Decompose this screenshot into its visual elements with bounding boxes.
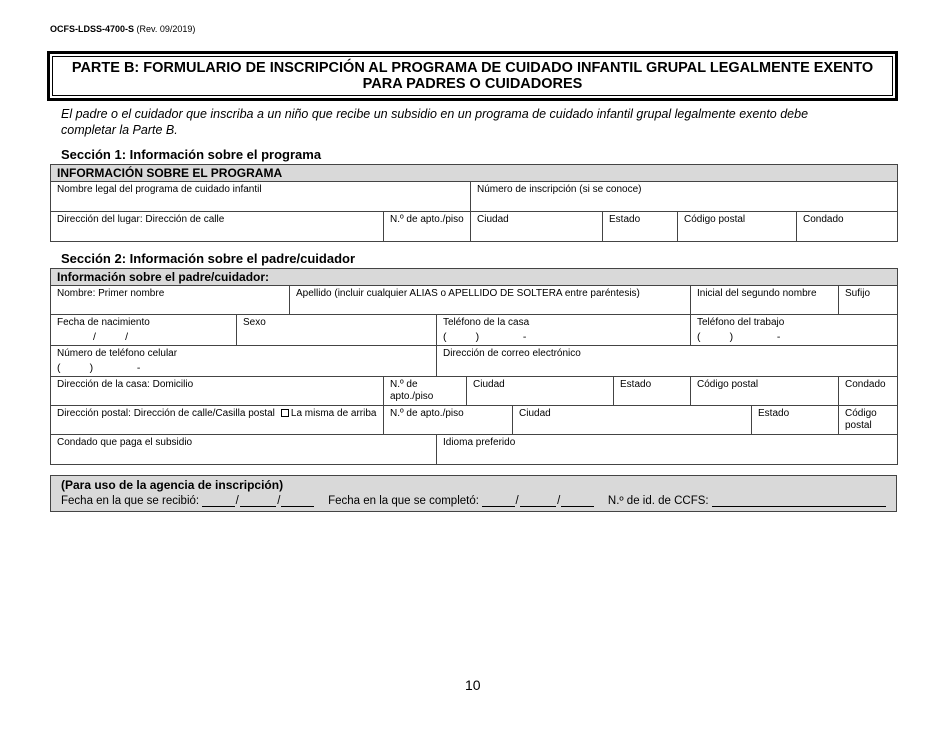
page-title-line-1: PARTE B: FORMULARIO DE INSCRIPCIÓN AL PROGRAMA DE CUIDADO INFANTIL GRUPAL LEGALMENTE EXENTO (71, 60, 874, 76)
mailing-zip-label: Código postal (845, 408, 877, 431)
parent-info-table (50, 268, 898, 465)
home-city-label: Ciudad (473, 379, 505, 390)
received-day-blank[interactable] (240, 496, 276, 507)
received-date-label: Fecha en la que se recibió: (61, 495, 200, 507)
mailing-city-field[interactable] (513, 406, 752, 435)
received-slash-1: / (235, 495, 239, 507)
work-phone-field[interactable] (691, 315, 898, 346)
page-number: 10 (465, 677, 481, 693)
ccfs-id-blank[interactable] (712, 496, 886, 507)
page-title-box (47, 51, 898, 101)
site-zip-label: Código postal (684, 214, 746, 225)
site-county-field[interactable] (797, 212, 898, 242)
program-info-table (50, 164, 898, 242)
preferred-language-field[interactable] (437, 435, 898, 465)
suffix-label: Sufijo (845, 288, 871, 299)
subsidy-county-field[interactable] (51, 435, 437, 465)
home-address-field[interactable] (51, 377, 384, 406)
site-city-label: Ciudad (477, 214, 509, 225)
site-address-label: Dirección del lugar: Dirección de calle (57, 214, 225, 225)
work-phone-label: Teléfono del trabajo (697, 317, 785, 328)
sex-field[interactable] (237, 315, 437, 346)
completed-slash-2: / (557, 495, 561, 507)
home-city-field[interactable] (467, 377, 614, 406)
completed-year-blank[interactable] (561, 496, 594, 507)
email-label: Dirección de correo electrónico (443, 348, 581, 359)
form-code (50, 24, 195, 34)
home-zip-label: Código postal (697, 379, 759, 390)
mailing-city-label: Ciudad (519, 408, 551, 419)
home-phone-format: ( ) - (443, 331, 527, 343)
site-state-label: Estado (609, 214, 641, 225)
site-state-field[interactable] (603, 212, 678, 242)
mailing-apt-field[interactable] (384, 406, 513, 435)
site-apt-field[interactable] (384, 212, 471, 242)
same-as-above-label: La misma de arriba (290, 408, 377, 419)
form-revision: (Rev. 09/2019) (136, 24, 196, 34)
first-name-label: Nombre: Primer nombre (57, 288, 165, 299)
last-name-label: Apellido (incluir cualquier ALIAS o APELLIDO DE SOLTERA entre paréntesis) (296, 288, 640, 299)
home-apt-field[interactable] (384, 377, 467, 406)
page-title (52, 56, 893, 96)
last-name-field[interactable] (290, 286, 691, 315)
site-zip-field[interactable] (678, 212, 797, 242)
section-1-heading: Sección 1: Información sobre el programa (61, 147, 322, 162)
mailing-apt-label: N.º de apto./piso (390, 408, 464, 419)
home-state-field[interactable] (614, 377, 691, 406)
home-zip-field[interactable] (691, 377, 839, 406)
program-legal-name-label: Nombre legal del programa de cuidado infantil (57, 184, 262, 195)
received-slash-2: / (277, 495, 281, 507)
first-name-field[interactable] (51, 286, 290, 315)
home-county-field[interactable] (839, 377, 898, 406)
cell-phone-label: Número de teléfono celular (57, 348, 178, 359)
sex-label: Sexo (243, 317, 266, 328)
received-month-blank[interactable] (202, 496, 235, 507)
site-city-field[interactable] (471, 212, 603, 242)
ccfs-id-label: N.º de id. de CCFS: (607, 495, 709, 507)
program-legal-name-field[interactable] (51, 182, 471, 212)
registration-number-field[interactable] (471, 182, 898, 212)
cell-phone-field[interactable] (51, 346, 437, 377)
middle-initial-field[interactable] (691, 286, 839, 315)
completed-day-blank[interactable] (520, 496, 556, 507)
subsidy-county-label: Condado que paga el subsidio (57, 437, 193, 448)
registration-number-label: Número de inscripción (si se conoce) (477, 184, 642, 195)
page-title-line-2: PARA PADRES O CUIDADORES (362, 76, 583, 92)
agency-use-row (61, 495, 886, 507)
home-phone-label: Teléfono de la casa (443, 317, 530, 328)
mailing-zip-field[interactable] (839, 406, 898, 435)
form-number: OCFS-LDSS-4700-S (50, 24, 135, 34)
middle-initial-label: Inicial del segundo nombre (697, 288, 817, 299)
completed-month-blank[interactable] (482, 496, 515, 507)
intro-text: El padre o el cuidador que inscriba a un niño que recibe un subsidio en un programa de cuidado infantil grupal legalmente exento debe completar la Parte B. (61, 107, 809, 137)
site-address-field[interactable] (51, 212, 384, 242)
site-county-label: Condado (803, 214, 844, 225)
home-state-label: Estado (620, 379, 652, 390)
mailing-address-field[interactable] (51, 406, 384, 435)
completed-date-label: Fecha en la que se completó: (328, 495, 479, 507)
received-year-blank[interactable] (281, 496, 314, 507)
home-phone-field[interactable] (437, 315, 691, 346)
home-address-label: Dirección de la casa: Domicilio (57, 379, 194, 390)
agency-use-heading: (Para uso de la agencia de inscripción) (61, 478, 284, 492)
completed-slash-1: / (515, 495, 519, 507)
mailing-state-field[interactable] (752, 406, 839, 435)
dob-label: Fecha de nacimiento (57, 317, 150, 328)
agency-use-box (50, 475, 897, 512)
same-as-above-checkbox[interactable] (281, 409, 289, 417)
suffix-field[interactable] (839, 286, 898, 315)
program-info-header: INFORMACIÓN SOBRE EL PROGRAMA (51, 165, 898, 182)
dob-field[interactable] (51, 315, 237, 346)
section-2-heading: Sección 2: Información sobre el padre/cuidador (61, 251, 356, 266)
home-apt-label: N.º de apto./piso (390, 379, 434, 402)
site-apt-label: N.º de apto./piso (390, 214, 464, 225)
work-phone-format: ( ) - (697, 331, 781, 343)
preferred-language-label: Idioma preferido (443, 437, 516, 448)
mailing-address-label: Dirección postal: Dirección de calle/Casilla postal (57, 408, 275, 419)
parent-info-header: Información sobre el padre/cuidador: (51, 269, 898, 286)
mailing-state-label: Estado (758, 408, 790, 419)
dob-format: / / (93, 331, 129, 343)
email-field[interactable] (437, 346, 898, 377)
cell-phone-format: ( ) - (57, 362, 141, 374)
home-county-label: Condado (845, 379, 886, 390)
